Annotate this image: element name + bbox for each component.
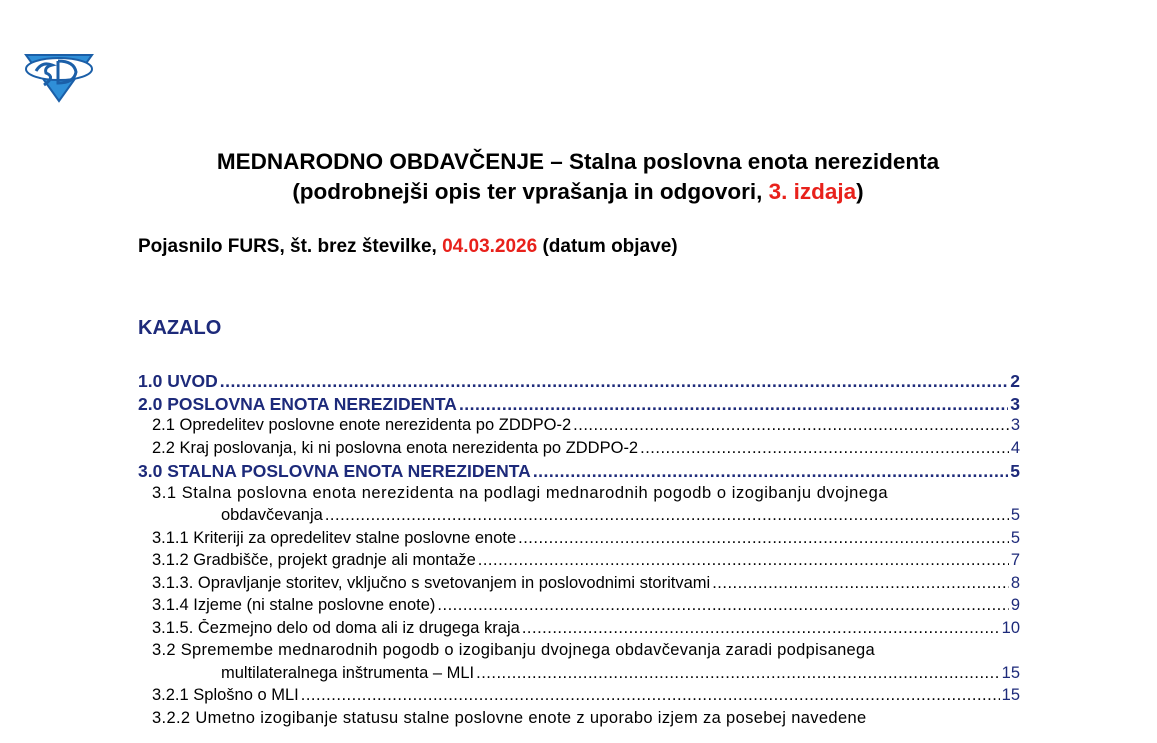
toc-page: 4 — [1010, 438, 1020, 457]
toc-entry[interactable]: 1.0 UVOD ..... 2 — [138, 371, 1020, 394]
toc-entry[interactable]: 3.2.1 Splošno o MLI ..... 15 — [138, 686, 1020, 709]
toc-entry[interactable]: 2.0 POSLOVNA ENOTA NEREZIDENTA ..... 3 — [138, 394, 1020, 417]
toc-page: 15 — [1001, 686, 1020, 704]
toc-entry[interactable]: obdavčevanja ..... 5 — [138, 506, 1020, 529]
toc-entry[interactable]: 3.1.1 Kriteriji za opredelitev stalne poslovne enote ..... 5 — [138, 529, 1020, 552]
toc-page: 3 — [1010, 393, 1020, 414]
toc-page: 5 — [1010, 528, 1020, 547]
edition-label: 3. izdaja — [768, 179, 857, 204]
publisher-logo — [22, 49, 96, 103]
toc-entry[interactable]: 3.1.4 Izjeme (ni stalne poslovne enote) ..... 9 — [138, 596, 1020, 619]
toc-page: 8 — [1010, 573, 1020, 592]
publication-date: 04.03.2026 — [442, 236, 538, 257]
toc-entry[interactable]: 3.1.3. Opravljanje storitev, vključno s svetovanjem in poslovodnimi storitvami ..... 8 — [138, 574, 1020, 597]
toc-page: 7 — [1010, 551, 1020, 569]
toc-entry-line[interactable]: 3.1 Stalna poslovna enota nerezidenta na podlagi mednarodnih pogodb o izogibanju dvojnega — [152, 483, 889, 502]
title-line-1: MEDNARODNO OBDAVČENJE – Stalna poslovna enota nerezidenta — [216, 149, 940, 174]
toc-page: 9 — [1010, 596, 1020, 614]
toc-entry[interactable]: 3.1.2 Gradbišče, projekt gradnje ali montaže ..... 7 — [138, 551, 1020, 574]
toc-entry[interactable]: multilateralnega inštrumenta – MLI ..... 15 — [138, 664, 1020, 687]
toc-page: 15 — [1001, 663, 1020, 682]
table-of-contents — [138, 371, 1020, 731]
toc-entry-line[interactable]: 3.2 Spremembe mednarodnih pogodb o izogibanju dvojnega obdavčevanja zaradi podpisanega — [152, 641, 875, 659]
document-subtitle: Pojasnilo FURS, št. brez številke, 04.03.2026 (datum objave) — [138, 236, 678, 257]
title-line-2: (podrobnejši opis ter vprašanja in odgovori, 3. izdaja) — [292, 179, 864, 204]
toc-page: 2 — [1010, 371, 1020, 391]
toc-heading: KAZALO — [138, 317, 222, 339]
toc-page: 3 — [1010, 416, 1020, 434]
document-title — [100, 147, 1056, 207]
toc-page: 5 — [1010, 506, 1020, 524]
toc-entry[interactable]: 2.2 Kraj poslovanja, ki ni poslovna enota nerezidenta po ZDDPO-2 ..... 4 — [138, 439, 1020, 462]
toc-page: 10 — [1001, 618, 1020, 637]
toc-entry[interactable]: 2.1 Opredelitev poslovne enote nerezidenta po ZDDPO-2 ..... 3 — [138, 416, 1020, 439]
toc-entry[interactable]: 3.1.5. Čezmejno delo od doma ali iz drugega kraja ..... 10 — [138, 619, 1020, 642]
toc-entry-line[interactable]: 3.2.2 Umetno izogibanje statusu stalne poslovne enote z uporabo izjem za posebej navedene — [152, 708, 867, 727]
toc-page: 5 — [1010, 461, 1020, 481]
toc-entry[interactable]: 3.0 STALNA POSLOVNA ENOTA NEREZIDENTA ..... 5 — [138, 461, 1020, 484]
